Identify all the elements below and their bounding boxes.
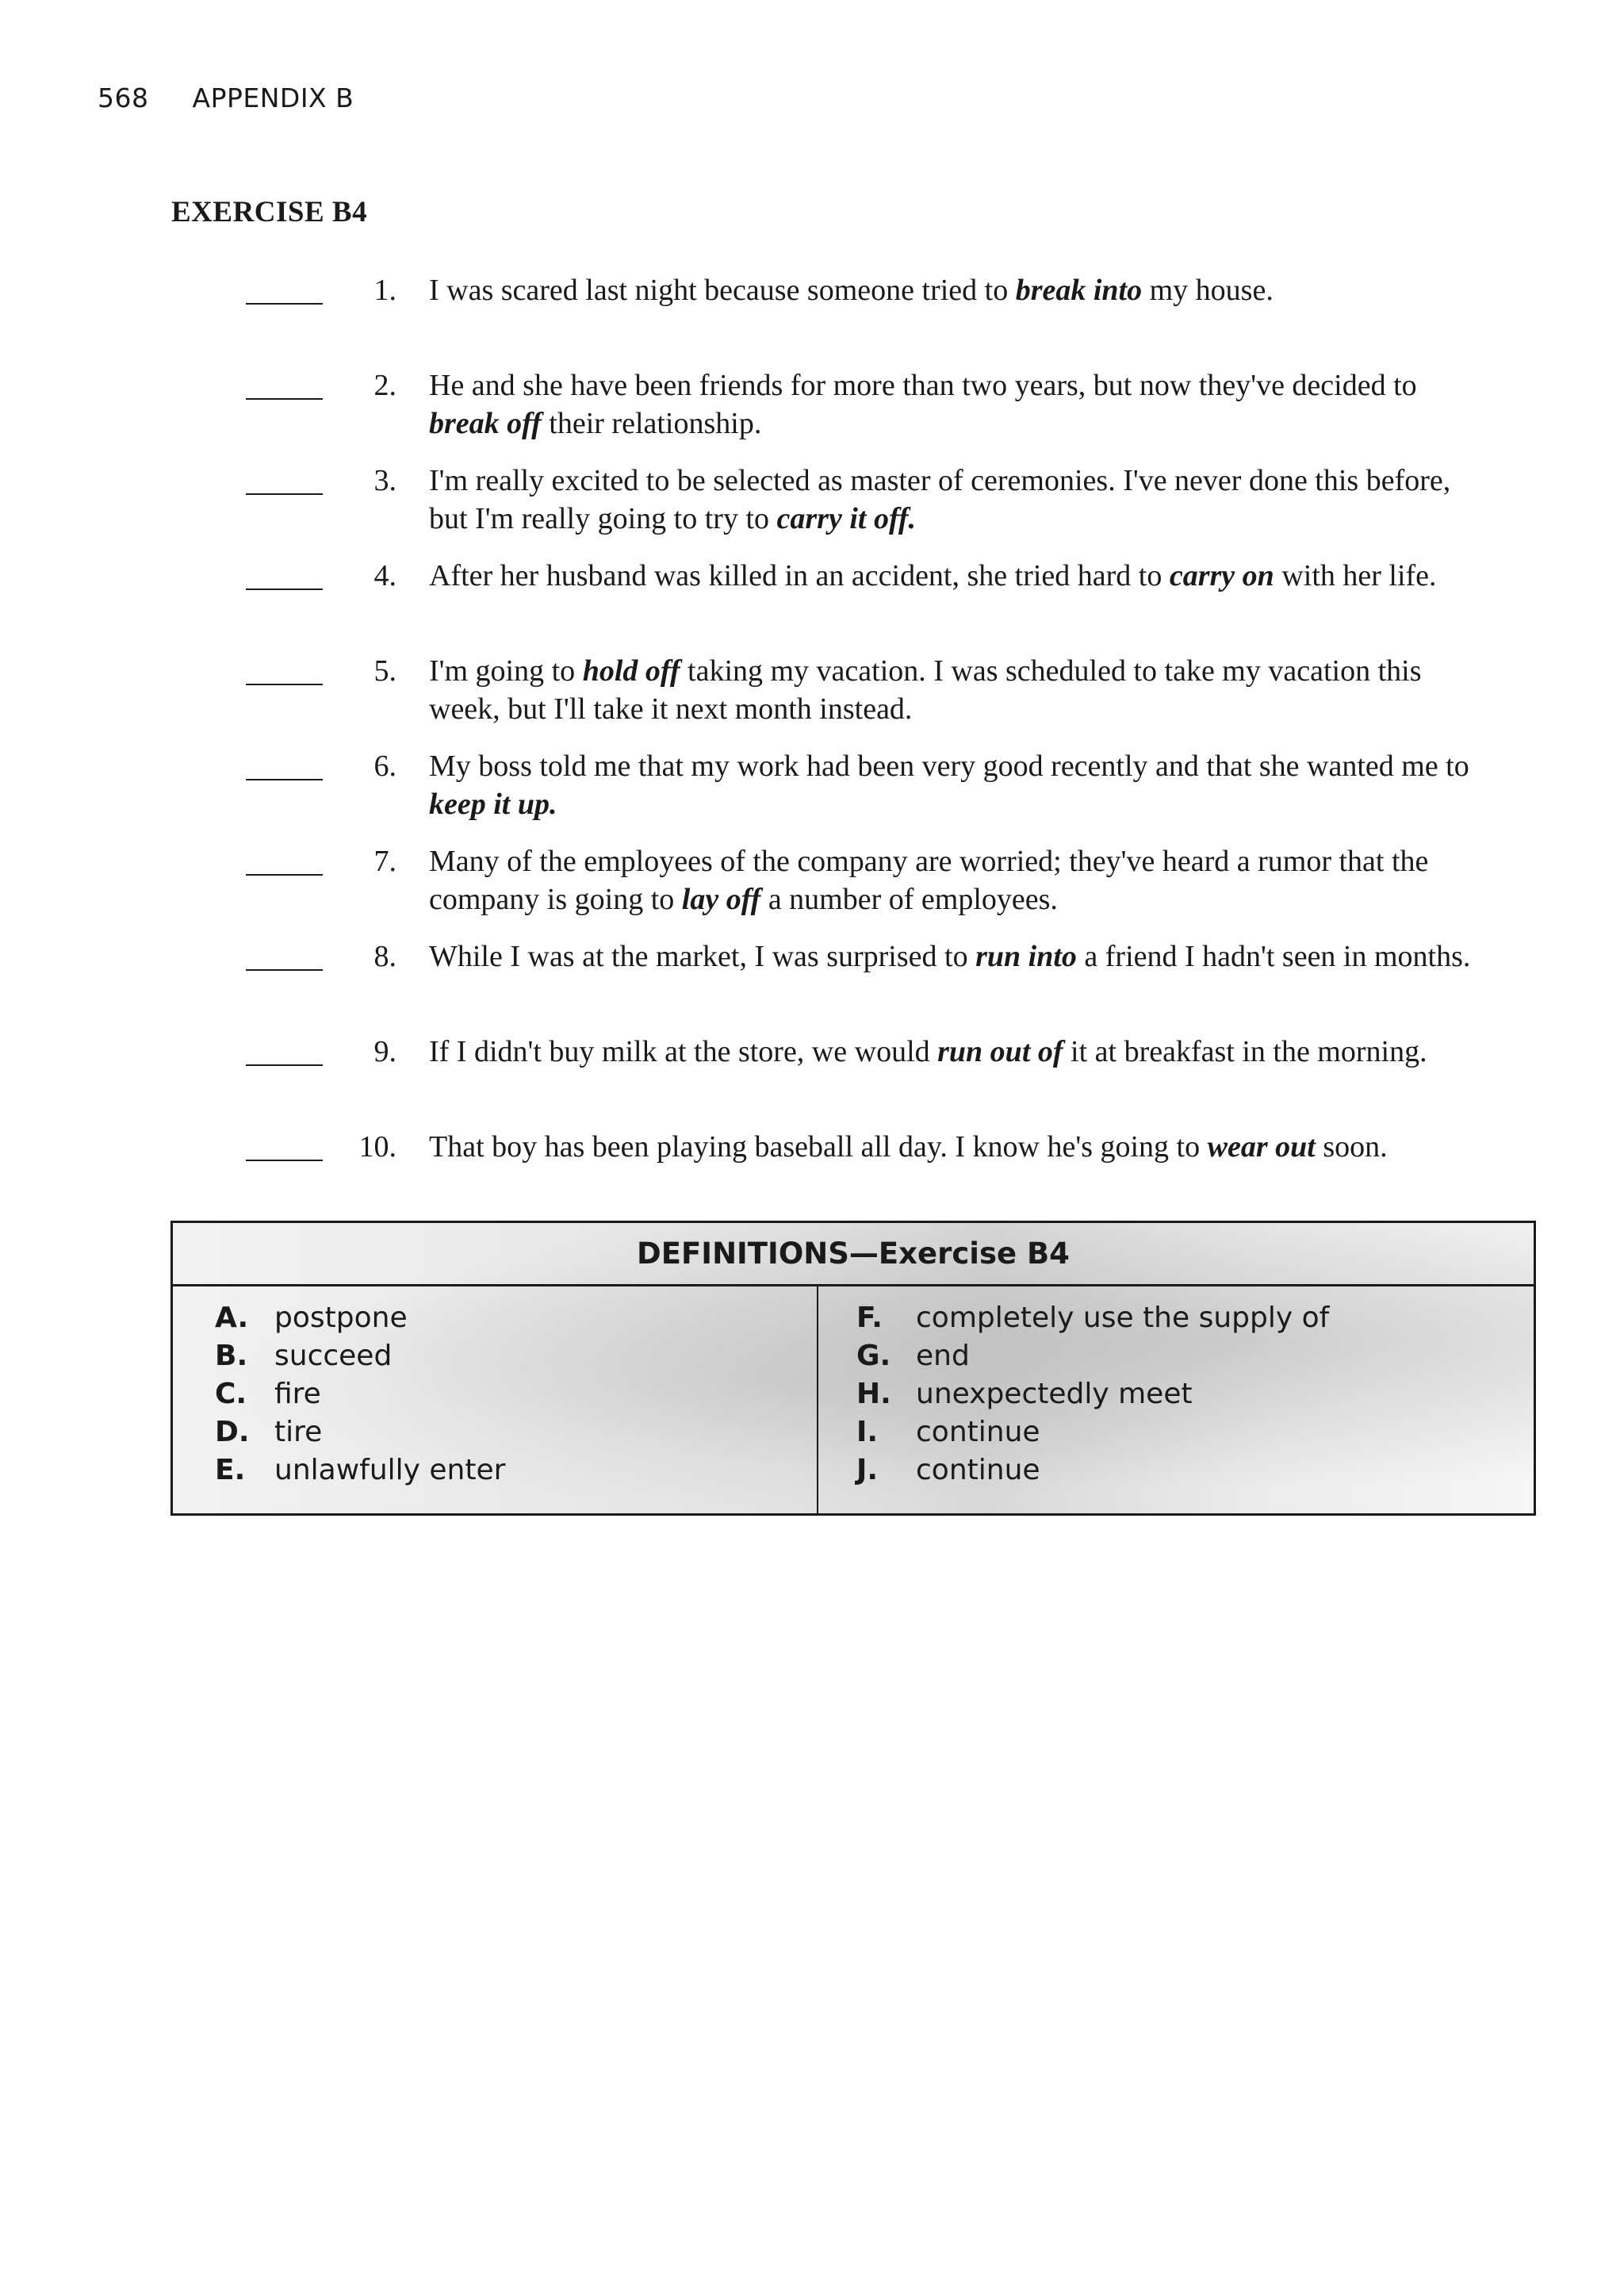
item-sentence: Many of the employees of the company are worried; they've heard a rumor that the company is going to lay off a number of employees. <box>429 845 1429 916</box>
item-number: 2. <box>373 369 396 402</box>
exercise-items <box>0 271 1624 1223</box>
item-sentence: He and she have been friends for more than two years, but now they've decided to break off their relationship. <box>429 369 1417 440</box>
item-number: 3. <box>373 464 396 497</box>
definitions-left-column <box>215 1299 505 1490</box>
item-number: 7. <box>373 845 396 878</box>
definition-text: completely use the supply of <box>916 1302 1330 1334</box>
item-sentence: If I didn't buy milk at the store, we would run out of it at breakfast in the morning. <box>429 1035 1427 1068</box>
exercise-item-10 <box>0 1128 1624 1223</box>
phrasal-verb: wear out <box>1207 1130 1316 1164</box>
definition-f <box>856 1299 1329 1337</box>
phrasal-verb: keep it up. <box>429 788 557 821</box>
item-sentence: I'm really excited to be selected as master of ceremonies. I've never done this before, but I'm really going to try to carry it off. <box>429 464 1451 535</box>
definition-g <box>856 1337 1329 1375</box>
definition-j <box>856 1451 1329 1490</box>
definition-letter: J. <box>856 1454 879 1486</box>
exercise-item-8 <box>0 937 1624 1033</box>
exercise-item-4 <box>0 557 1624 652</box>
answer-blank-5[interactable] <box>246 684 323 685</box>
item-number: 5. <box>373 654 396 688</box>
definition-e <box>215 1451 505 1490</box>
definition-letter: B. <box>215 1340 248 1372</box>
answer-blank-2[interactable] <box>246 398 323 400</box>
definition-text: end <box>916 1340 970 1372</box>
phrasal-verb: lay off <box>681 883 761 916</box>
definition-text: tire <box>274 1416 323 1448</box>
phrasal-verb: run out of <box>937 1035 1063 1068</box>
definition-letter: A. <box>215 1302 249 1334</box>
item-sentence: My boss told me that my work had been very good recently and that she wanted me to keep it up. <box>429 750 1469 821</box>
answer-blank-1[interactable] <box>246 303 323 305</box>
answer-blank-7[interactable] <box>246 874 323 876</box>
phrasal-verb: carry on <box>1169 559 1274 592</box>
definition-letter: F. <box>856 1302 883 1334</box>
exercise-item-1 <box>0 271 1624 366</box>
exercise-item-7 <box>0 842 1624 937</box>
exercise-item-6 <box>0 747 1624 842</box>
definition-b <box>215 1337 505 1375</box>
item-number: 6. <box>373 750 396 783</box>
definitions-title: DEFINITIONS—Exercise B4 <box>173 1223 1534 1286</box>
item-number: 8. <box>373 940 396 973</box>
definition-text: postpone <box>274 1302 408 1334</box>
column-divider <box>817 1286 818 1513</box>
definition-text: fire <box>274 1378 321 1410</box>
answer-blank-3[interactable] <box>246 493 323 495</box>
definition-letter: C. <box>215 1378 247 1410</box>
answer-blank-8[interactable] <box>246 969 323 971</box>
item-number: 9. <box>373 1035 396 1068</box>
definition-letter: E. <box>215 1454 246 1486</box>
item-sentence: I'm going to hold off taking my vacation. I was scheduled to take my vacation this week, but I'll take it next month instead. <box>429 654 1422 726</box>
definitions-right-column <box>856 1299 1329 1490</box>
definition-h <box>856 1375 1329 1413</box>
answer-blank-4[interactable] <box>246 589 323 590</box>
item-sentence: After her husband was killed in an accident, she tried hard to carry on with her life. <box>429 559 1437 592</box>
definition-d <box>215 1413 505 1451</box>
definition-c <box>215 1375 505 1413</box>
definition-text: unexpectedly meet <box>916 1378 1193 1410</box>
definition-letter: I. <box>856 1416 879 1448</box>
item-number: 4. <box>373 559 396 592</box>
definition-letter: D. <box>215 1416 250 1448</box>
exercise-item-9 <box>0 1033 1624 1128</box>
phrasal-verb: break into <box>1015 274 1143 307</box>
running-head <box>98 82 354 113</box>
exercise-item-2 <box>0 366 1624 462</box>
item-number: 1. <box>373 274 396 307</box>
definitions-box <box>170 1221 1536 1516</box>
definition-letter: G. <box>856 1340 891 1372</box>
item-sentence: I was scared last night because someone tried to break into my house. <box>429 274 1274 307</box>
item-number: 10. <box>358 1130 396 1164</box>
exercise-title: EXERCISE B4 <box>171 196 368 228</box>
answer-blank-10[interactable] <box>246 1160 323 1161</box>
definition-text: continue <box>916 1416 1040 1448</box>
phrasal-verb: carry it off. <box>776 502 917 535</box>
definition-i <box>856 1413 1329 1451</box>
exercise-item-5 <box>0 652 1624 747</box>
definition-text: continue <box>916 1454 1040 1486</box>
answer-blank-9[interactable] <box>246 1064 323 1066</box>
definition-a <box>215 1299 505 1337</box>
exercise-item-3 <box>0 462 1624 557</box>
definition-text: succeed <box>274 1340 393 1372</box>
item-sentence: While I was at the market, I was surprised to run into a friend I hadn't seen in months. <box>429 940 1471 973</box>
definition-text: unlawfully enter <box>274 1454 506 1486</box>
answer-blank-6[interactable] <box>246 779 323 780</box>
phrasal-verb: hold off <box>582 654 680 688</box>
definition-letter: H. <box>856 1378 891 1410</box>
phrasal-verb: break off <box>429 407 542 440</box>
section-title: APPENDIX B <box>192 82 354 113</box>
item-sentence: That boy has been playing baseball all day. I know he's going to wear out soon. <box>429 1130 1388 1164</box>
page-number: 568 <box>98 82 149 113</box>
phrasal-verb: run into <box>975 940 1077 973</box>
